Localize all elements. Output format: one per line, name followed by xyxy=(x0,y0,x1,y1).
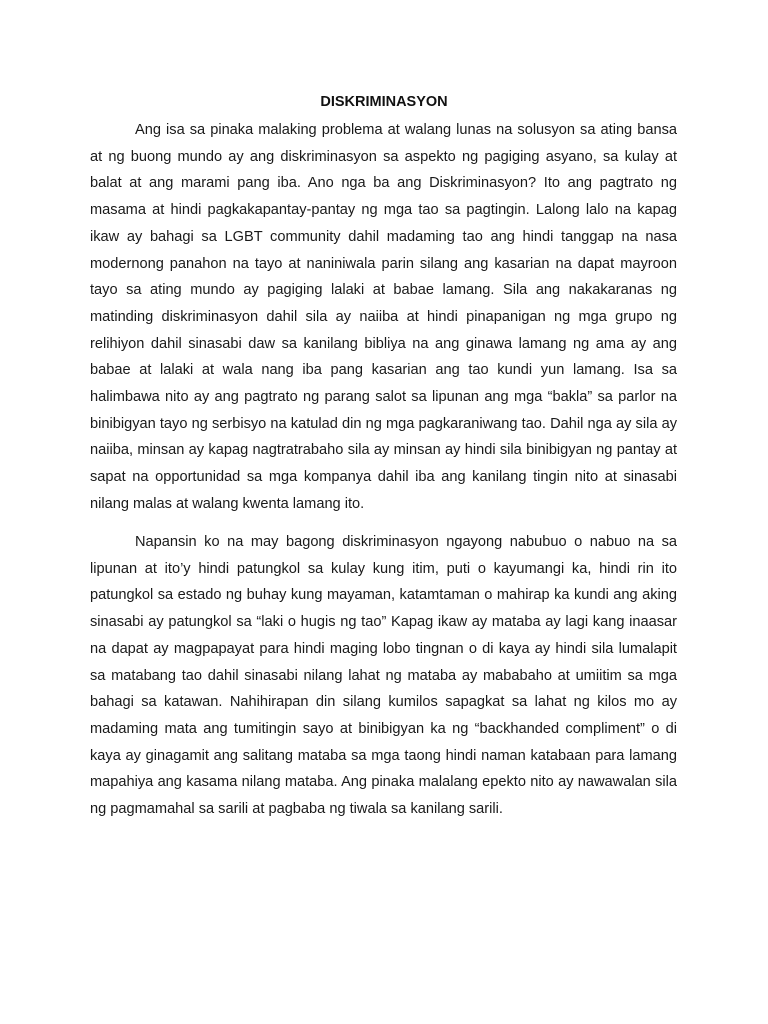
paragraph-2: Napansin ko na may bagong diskriminasyon ngayong nabubuo o nabuo na sa lipunan at ito’y hindi patungkol sa kulay kung itim, puti o kayumangi ka, hindi rin ito patungkol sa estado ng buhay kung mayaman, katamtaman o mahirap ka kundi ang aking sinasabi ay patungkol sa “laki o hugis ng tao” Kapag ikaw ay mataba ay lagi kang inaasar na dapat ay magpapayat para hindi maging lobo tingnan o di kaya ay hindi sila lumalapit sa matabang tao dahil sinasabi nilang lahat ng mataba ay mababaho at umiitim sa mga bahagi sa katawan. Nahihirapan din silang kumilos sapagkat sa lahat ng kilos mo ay madaming mata ang tumitingin sayo at binibigyan ka ng “backhanded compliment” o di kaya ay ginagamit ang salitang mataba sa mga taong hindi naman katabaan para lamang mapahiya ang kasama nilang mataba. Ang pinaka malalang epekto nito ay nawawalan sila ng pagmamahal sa sarili at pagbaba ng tiwala sa kanilang sarili. xyxy=(90,534,677,818)
paragraph-1: Ang isa sa pinaka malaking problema at walang lunas na solusyon sa ating bansa at ng buong mundo ay ang diskriminasyon sa aspekto ng pagiging asyano, sa kulay at balat at ang marami pang iba. Ano nga ba ang Diskriminasyon? Ito ang pagtrato ng masama at hindi pagkakapantay-pantay ng mga tao sa pagtingin. Lalong lalo na kapag ikaw ay bahagi sa LGBT community dahil madaming tao ang hindi tanggap na nasa modernong panahon na tayo at naniniwala parin silang ang kasarian na dapat mayroon tayo sa ating mundo ay pagiging lalaki at babae lamang. Sila ang nakakaranas ng matinding diskriminasyon dahil sila ay naiiba at hindi pinapanigan ng mga grupo ng relihiyon dahil sinasabi daw sa kanilang bibliya na ang ginawa lamang ng ama ay ang babae at lalaki at wala nang iba pang kasarian ang tao kundi yun lamang. Isa sa halimbawa nito ay ang pagtrato ng parang salot sa lipunan ang mga “bakla” sa parlor na binibigyan tayo ng serbisyo na katulad din ng mga pagkaraniwang tao. Dahil nga ay sila ay naiiba, minsan ay kapag nagtratrabaho sila ay minsan ay hindi sila binibigyan ng pantay at sapat na opportunidad sa mga kompanya dahil iba ang kanilang tingin nito at sinasabi nilang malas at walang kwenta lamang ito. xyxy=(90,122,677,512)
document-title: DISKRIMINASYON xyxy=(320,94,448,110)
